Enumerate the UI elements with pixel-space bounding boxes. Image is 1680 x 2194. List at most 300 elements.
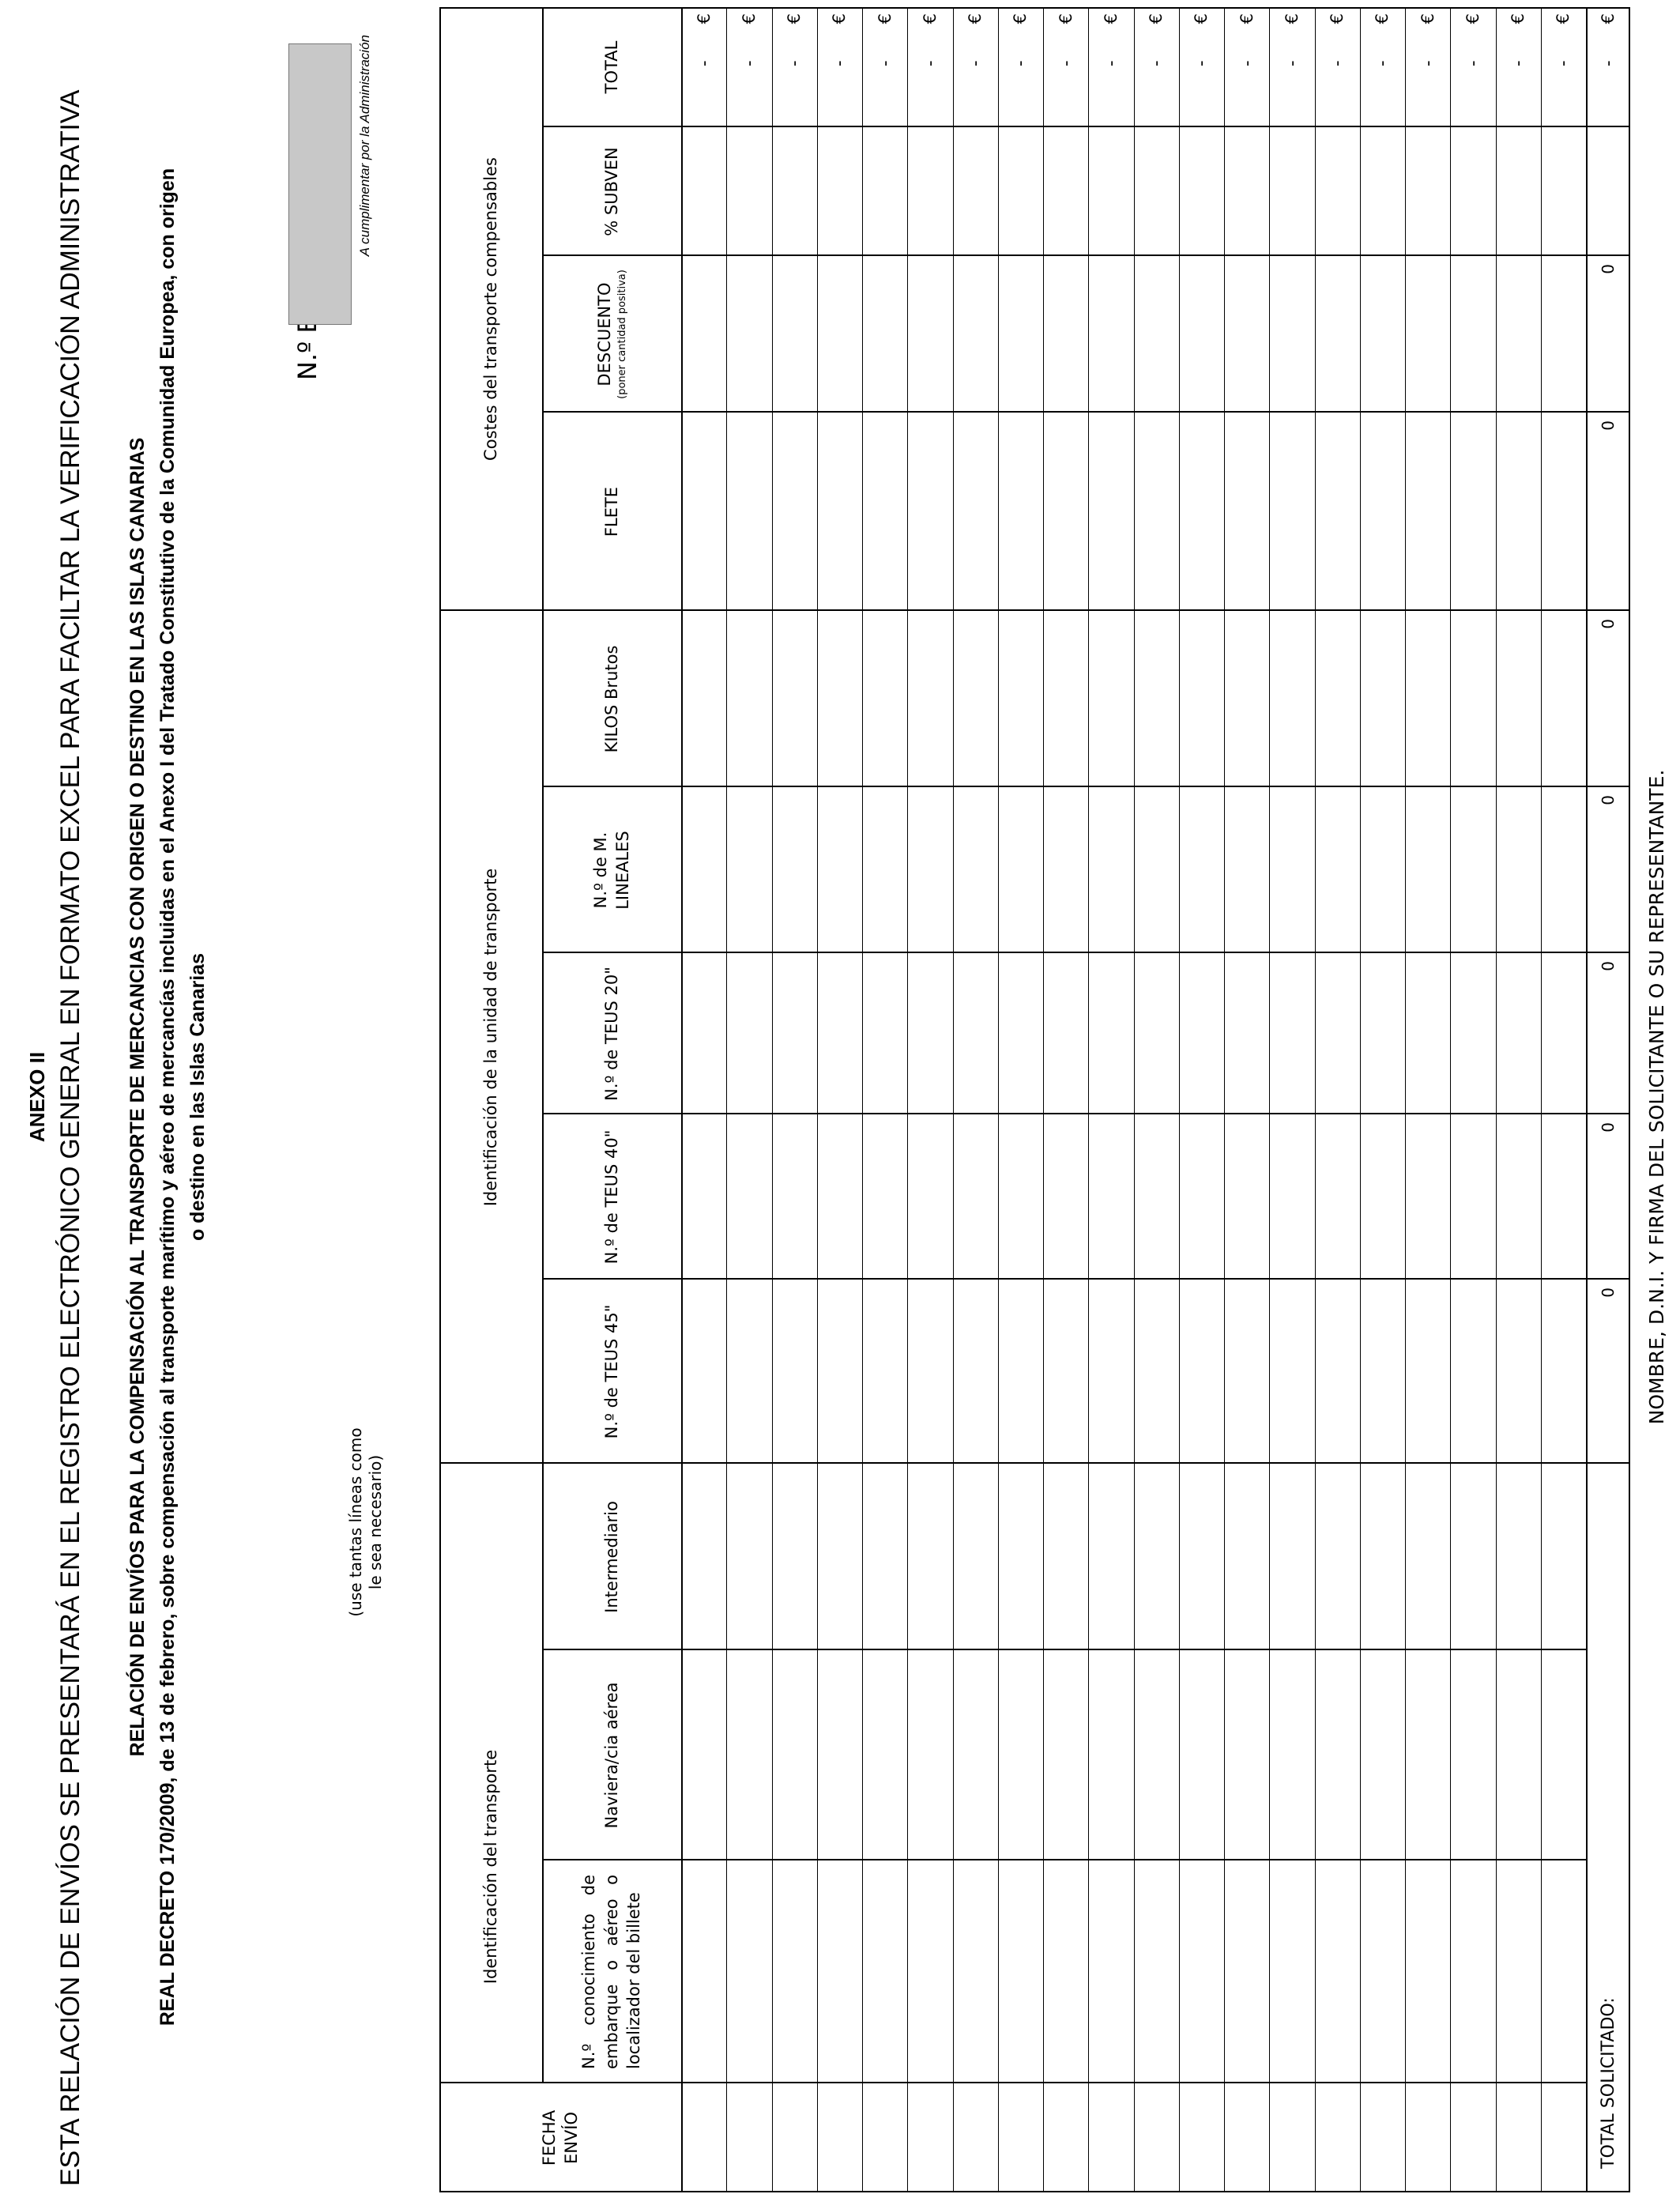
cell-naviera[interactable] — [1134, 1650, 1179, 1860]
cell-teus20[interactable] — [726, 953, 771, 1114]
cell-teus40[interactable] — [681, 1114, 726, 1280]
cell-lineales[interactable] — [1179, 787, 1224, 953]
cell-teus45[interactable] — [1405, 1280, 1450, 1464]
cell-kilos[interactable] — [1450, 611, 1495, 787]
cell-lineales[interactable] — [1134, 787, 1179, 953]
cell-conocimiento[interactable] — [1405, 1860, 1450, 2083]
cell-teus20[interactable] — [1269, 953, 1314, 1114]
cell-flete[interactable] — [1043, 413, 1088, 611]
cell-conocimiento[interactable] — [1315, 1860, 1360, 2083]
cell-teus45[interactable] — [726, 1280, 771, 1464]
cell-teus40[interactable] — [1315, 1114, 1360, 1280]
euro-icon: € — [1554, 13, 1573, 25]
cell-intermediario[interactable] — [1315, 1464, 1360, 1650]
cell-subven[interactable] — [817, 127, 862, 256]
cell-teus45[interactable] — [862, 1280, 907, 1464]
cell-teus40[interactable] — [1496, 1114, 1541, 1280]
cell-lineales[interactable] — [1496, 787, 1541, 953]
cell-teus40[interactable] — [726, 1114, 771, 1280]
cell-intermediario[interactable] — [772, 1464, 817, 1650]
cell-lineales[interactable] — [817, 787, 862, 953]
cell-subven[interactable] — [1088, 127, 1133, 256]
cell-intermediario[interactable] — [1224, 1464, 1269, 1650]
table-row — [907, 7, 952, 2192]
table-row — [1179, 7, 1224, 2192]
cell-naviera[interactable] — [681, 1650, 726, 1860]
table-row — [681, 7, 726, 2192]
total-lineales: 0 — [1599, 795, 1618, 805]
cell-total — [1088, 13, 1133, 66]
total-amount-dash: - — [1599, 60, 1618, 66]
cell-descuento[interactable] — [862, 256, 907, 413]
cell-subven[interactable] — [1269, 127, 1314, 256]
cell-teus40[interactable] — [1450, 1114, 1495, 1280]
cell-conocimiento[interactable] — [1224, 1860, 1269, 2083]
cell-teus20[interactable] — [772, 953, 817, 1114]
cell-total — [1496, 13, 1541, 66]
cell-intermediario[interactable] — [1269, 1464, 1314, 1650]
cell-conocimiento[interactable] — [907, 1860, 952, 2083]
cell-teus45[interactable] — [1134, 1280, 1179, 1464]
cell-teus45[interactable] — [998, 1280, 1043, 1464]
cell-fecha[interactable] — [772, 2083, 817, 2192]
cell-intermediario[interactable] — [1496, 1464, 1541, 1650]
euro-icon: € — [1328, 13, 1347, 25]
cell-total — [1179, 13, 1224, 66]
cell-teus40[interactable] — [907, 1114, 952, 1280]
cell-descuento[interactable] — [1134, 256, 1179, 413]
cell-total — [1360, 13, 1405, 66]
cell-teus20[interactable] — [817, 953, 862, 1114]
cell-fecha[interactable] — [1541, 2083, 1586, 2192]
cell-descuento[interactable] — [1179, 256, 1224, 413]
euro-icon: € — [1509, 13, 1528, 25]
cell-teus45[interactable] — [1450, 1280, 1495, 1464]
cell-teus45[interactable] — [1179, 1280, 1224, 1464]
cell-teus40[interactable] — [1405, 1114, 1450, 1280]
cell-intermediario[interactable] — [681, 1464, 726, 1650]
cell-descuento[interactable] — [1269, 256, 1314, 413]
cell-teus45[interactable] — [1496, 1280, 1541, 1464]
cell-kilos[interactable] — [1134, 611, 1179, 787]
cell-conocimiento[interactable] — [1043, 1860, 1088, 2083]
cell-intermediario[interactable] — [862, 1464, 907, 1650]
cell-teus20[interactable] — [1088, 953, 1133, 1114]
cell-naviera[interactable] — [862, 1650, 907, 1860]
expediente-input[interactable] — [288, 43, 352, 325]
cell-subven[interactable] — [1224, 127, 1269, 256]
cell-descuento[interactable] — [681, 256, 726, 413]
cell-teus40[interactable] — [1043, 1114, 1088, 1280]
row-total-dash: - — [1554, 60, 1573, 66]
cell-total — [1315, 13, 1360, 66]
cell-descuento[interactable] — [817, 256, 862, 413]
cell-teus40[interactable] — [772, 1114, 817, 1280]
total-teus45: 0 — [1599, 1287, 1618, 1298]
cell-fecha[interactable] — [1224, 2083, 1269, 2192]
cell-intermediario[interactable] — [953, 1464, 998, 1650]
cell-fecha[interactable] — [1269, 2083, 1314, 2192]
cell-fecha[interactable] — [953, 2083, 998, 2192]
cell-descuento[interactable] — [998, 256, 1043, 413]
cell-intermediario[interactable] — [1134, 1464, 1179, 1650]
col-header-flete: FLETE — [601, 486, 621, 537]
cell-descuento[interactable] — [1450, 256, 1495, 413]
cell-naviera[interactable] — [953, 1650, 998, 1860]
cell-naviera[interactable] — [1405, 1650, 1450, 1860]
cell-subven[interactable] — [681, 127, 726, 256]
cell-lineales[interactable] — [862, 787, 907, 953]
cell-intermediario[interactable] — [1450, 1464, 1495, 1650]
cell-teus40[interactable] — [1088, 1114, 1133, 1280]
cell-descuento[interactable] — [1541, 256, 1586, 413]
col-header-total: TOTAL — [601, 40, 621, 94]
row-total-dash: - — [1509, 60, 1528, 66]
cell-teus20[interactable] — [681, 953, 726, 1114]
cell-descuento[interactable] — [1088, 256, 1133, 413]
cell-naviera[interactable] — [726, 1650, 771, 1860]
cell-lineales[interactable] — [1360, 787, 1405, 953]
cell-lineales[interactable] — [1405, 787, 1450, 953]
cell-conocimiento[interactable] — [1496, 1860, 1541, 2083]
cell-fecha[interactable] — [1134, 2083, 1179, 2192]
cell-teus40[interactable] — [817, 1114, 862, 1280]
anexo-title: ANEXO II — [25, 1051, 49, 1143]
cell-teus20[interactable] — [1541, 953, 1586, 1114]
cell-naviera[interactable] — [1541, 1650, 1586, 1860]
cell-teus45[interactable] — [772, 1280, 817, 1464]
cell-kilos[interactable] — [1088, 611, 1133, 787]
cell-intermediario[interactable] — [726, 1464, 771, 1650]
cell-conocimiento[interactable] — [1134, 1860, 1179, 2083]
cell-subven[interactable] — [862, 127, 907, 256]
cell-naviera[interactable] — [1088, 1650, 1133, 1860]
cell-teus40[interactable] — [1224, 1114, 1269, 1280]
table-row — [953, 7, 998, 2192]
cell-teus40[interactable] — [998, 1114, 1043, 1280]
cell-teus20[interactable] — [1043, 953, 1088, 1114]
cell-flete[interactable] — [1088, 413, 1133, 611]
cell-teus20[interactable] — [907, 953, 952, 1114]
cell-lineales[interactable] — [1541, 787, 1586, 953]
total-teus20: 0 — [1599, 961, 1618, 971]
cell-subven[interactable] — [1043, 127, 1088, 256]
cell-intermediario[interactable] — [1360, 1464, 1405, 1650]
cell-flete[interactable] — [998, 413, 1043, 611]
cell-naviera[interactable] — [1360, 1650, 1405, 1860]
cell-teus45[interactable] — [817, 1280, 862, 1464]
cell-teus40[interactable] — [1360, 1114, 1405, 1280]
cell-teus45[interactable] — [1269, 1280, 1314, 1464]
cell-conocimiento[interactable] — [772, 1860, 817, 2083]
cell-lineales[interactable] — [772, 787, 817, 953]
cell-intermediario[interactable] — [817, 1464, 862, 1650]
cell-fecha[interactable] — [862, 2083, 907, 2192]
cell-teus20[interactable] — [1450, 953, 1495, 1114]
cell-intermediario[interactable] — [1541, 1464, 1586, 1650]
cell-total — [817, 13, 862, 66]
col-header-lineales: N.º de M. LINEALES — [590, 831, 632, 910]
cell-kilos[interactable] — [1496, 611, 1541, 787]
cell-teus20[interactable] — [998, 953, 1043, 1114]
cell-total — [1134, 13, 1179, 66]
cell-fecha[interactable] — [1043, 2083, 1088, 2192]
cell-intermediario[interactable] — [1088, 1464, 1133, 1650]
cell-naviera[interactable] — [1496, 1650, 1541, 1860]
col-header-conocimiento: N.º conocimiento de embarque o aéreo o localizador del billete — [579, 1875, 644, 2069]
cell-teus45[interactable] — [1224, 1280, 1269, 1464]
cell-subven[interactable] — [1541, 127, 1586, 256]
cell-flete[interactable] — [681, 413, 726, 611]
cell-flete[interactable] — [862, 413, 907, 611]
cell-kilos[interactable] — [1405, 611, 1450, 787]
cell-subven[interactable] — [1450, 127, 1495, 256]
cell-conocimiento[interactable] — [1450, 1860, 1495, 2083]
cell-conocimiento[interactable] — [1541, 1860, 1586, 2083]
euro-icon: € — [1237, 13, 1256, 25]
cell-teus20[interactable] — [1315, 953, 1360, 1114]
cell-intermediario[interactable] — [1405, 1464, 1450, 1650]
cell-teus45[interactable] — [1360, 1280, 1405, 1464]
cell-conocimiento[interactable] — [1088, 1860, 1133, 2083]
cell-kilos[interactable] — [1541, 611, 1586, 787]
cell-fecha[interactable] — [1088, 2083, 1133, 2192]
cell-naviera[interactable] — [817, 1650, 862, 1860]
euro-icon: € — [1192, 13, 1211, 25]
cell-teus20[interactable] — [1496, 953, 1541, 1114]
cell-fecha[interactable] — [907, 2083, 952, 2192]
euro-icon: € — [1599, 13, 1618, 25]
cell-lineales[interactable] — [681, 787, 726, 953]
cell-naviera[interactable] — [1179, 1650, 1224, 1860]
cell-kilos[interactable] — [1360, 611, 1405, 787]
cell-teus20[interactable] — [1405, 953, 1450, 1114]
cell-flete[interactable] — [1360, 413, 1405, 611]
cell-kilos[interactable] — [862, 611, 907, 787]
cell-teus40[interactable] — [1541, 1114, 1586, 1280]
cell-conocimiento[interactable] — [1269, 1860, 1314, 2083]
cell-fecha[interactable] — [1315, 2083, 1360, 2192]
cell-subven[interactable] — [1496, 127, 1541, 256]
cell-teus20[interactable] — [862, 953, 907, 1114]
cell-descuento[interactable] — [1360, 256, 1405, 413]
col-header-subven: % SUBVEN — [601, 147, 621, 236]
cell-lineales[interactable] — [1315, 787, 1360, 953]
cell-flete[interactable] — [817, 413, 862, 611]
total-teus40: 0 — [1599, 1122, 1618, 1133]
row-total-dash: - — [1147, 60, 1166, 66]
cell-teus45[interactable] — [953, 1280, 998, 1464]
cell-teus20[interactable] — [1360, 953, 1405, 1114]
cell-teus40[interactable] — [1134, 1114, 1179, 1280]
cell-lineales[interactable] — [1450, 787, 1495, 953]
cell-flete[interactable] — [1315, 413, 1360, 611]
cell-lineales[interactable] — [726, 787, 771, 953]
cell-naviera[interactable] — [998, 1650, 1043, 1860]
euro-icon: € — [1418, 13, 1437, 25]
cell-kilos[interactable] — [907, 611, 952, 787]
cell-total — [998, 13, 1043, 66]
cell-conocimiento[interactable] — [681, 1860, 726, 2083]
cell-subven[interactable] — [998, 127, 1043, 256]
cell-flete[interactable] — [1450, 413, 1495, 611]
cell-fecha[interactable] — [1450, 2083, 1495, 2192]
cell-subven[interactable] — [907, 127, 952, 256]
cell-teus40[interactable] — [1179, 1114, 1224, 1280]
table-row — [1269, 7, 1314, 2192]
cell-subven[interactable] — [1405, 127, 1450, 256]
total-amount — [1586, 13, 1630, 66]
euro-icon: € — [830, 13, 849, 25]
cell-fecha[interactable] — [1405, 2083, 1450, 2192]
cell-kilos[interactable] — [681, 611, 726, 787]
cell-subven[interactable] — [1179, 127, 1224, 256]
table-row — [1405, 7, 1450, 2192]
cell-fecha[interactable] — [1179, 2083, 1224, 2192]
cell-flete[interactable] — [1179, 413, 1224, 611]
cell-descuento[interactable] — [907, 256, 952, 413]
cell-teus45[interactable] — [1088, 1280, 1133, 1464]
cell-conocimiento[interactable] — [1360, 1860, 1405, 2083]
cell-teus20[interactable] — [953, 953, 998, 1114]
euro-icon: € — [694, 13, 714, 25]
cell-flete[interactable] — [1134, 413, 1179, 611]
cell-fecha[interactable] — [1496, 2083, 1541, 2192]
table-row — [862, 7, 907, 2192]
row-total-dash: - — [966, 60, 985, 66]
cell-teus40[interactable] — [953, 1114, 998, 1280]
cell-kilos[interactable] — [1224, 611, 1269, 787]
cell-subven[interactable] — [1134, 127, 1179, 256]
cell-teus45[interactable] — [681, 1280, 726, 1464]
cell-intermediario[interactable] — [998, 1464, 1043, 1650]
cell-teus20[interactable] — [1134, 953, 1179, 1114]
cell-teus40[interactable] — [1269, 1114, 1314, 1280]
cell-descuento[interactable] — [772, 256, 817, 413]
cell-kilos[interactable] — [1179, 611, 1224, 787]
cell-teus40[interactable] — [862, 1114, 907, 1280]
cell-kilos[interactable] — [998, 611, 1043, 787]
cell-kilos[interactable] — [726, 611, 771, 787]
cell-lineales[interactable] — [1269, 787, 1314, 953]
cell-subven[interactable] — [1315, 127, 1360, 256]
cell-conocimiento[interactable] — [998, 1860, 1043, 2083]
cell-naviera[interactable] — [1269, 1650, 1314, 1860]
cell-flete[interactable] — [1541, 413, 1586, 611]
cell-naviera[interactable] — [1450, 1650, 1495, 1860]
row-total-dash: - — [1463, 60, 1482, 66]
cell-flete[interactable] — [1224, 413, 1269, 611]
cell-conocimiento[interactable] — [1179, 1860, 1224, 2083]
cell-naviera[interactable] — [1224, 1650, 1269, 1860]
cell-naviera[interactable] — [907, 1650, 952, 1860]
cell-naviera[interactable] — [772, 1650, 817, 1860]
cell-conocimiento[interactable] — [817, 1860, 862, 2083]
cell-flete[interactable] — [1496, 413, 1541, 611]
cell-conocimiento[interactable] — [953, 1860, 998, 2083]
col-header-teus20: N.º de TEUS 20" — [601, 967, 621, 1101]
cell-conocimiento[interactable] — [726, 1860, 771, 2083]
cell-subven[interactable] — [953, 127, 998, 256]
descuento-label: DESCUENTO — [595, 282, 615, 386]
cell-intermediario[interactable] — [1179, 1464, 1224, 1650]
cell-lineales[interactable] — [907, 787, 952, 953]
cell-fecha[interactable] — [726, 2083, 771, 2192]
cell-subven[interactable] — [772, 127, 817, 256]
cell-descuento[interactable] — [1043, 256, 1088, 413]
cell-descuento[interactable] — [1315, 256, 1360, 413]
cell-lineales[interactable] — [953, 787, 998, 953]
cell-lineales[interactable] — [998, 787, 1043, 953]
col-header-naviera: Naviera/cia aérea — [601, 1682, 621, 1829]
table-row — [1043, 7, 1088, 2192]
row-total-dash: - — [830, 60, 849, 66]
table-row — [817, 7, 862, 2192]
total-kilos: 0 — [1599, 619, 1618, 629]
cell-descuento[interactable] — [953, 256, 998, 413]
cell-teus45[interactable] — [907, 1280, 952, 1464]
cell-teus45[interactable] — [1043, 1280, 1088, 1464]
cell-lineales[interactable] — [1043, 787, 1088, 953]
cell-intermediario[interactable] — [907, 1464, 952, 1650]
cell-total — [907, 13, 952, 66]
euro-icon: € — [1101, 13, 1121, 25]
cell-descuento[interactable] — [726, 256, 771, 413]
cell-fecha[interactable] — [681, 2083, 726, 2192]
cell-subven[interactable] — [726, 127, 771, 256]
cell-kilos[interactable] — [953, 611, 998, 787]
cell-descuento[interactable] — [1405, 256, 1450, 413]
cell-teus45[interactable] — [1315, 1280, 1360, 1464]
cell-fecha[interactable] — [1360, 2083, 1405, 2192]
cell-subven[interactable] — [1360, 127, 1405, 256]
cell-fecha[interactable] — [817, 2083, 862, 2192]
cell-conocimiento[interactable] — [862, 1860, 907, 2083]
cell-total — [953, 13, 998, 66]
cell-descuento[interactable] — [1224, 256, 1269, 413]
cell-flete[interactable] — [1405, 413, 1450, 611]
row-total-dash: - — [1328, 60, 1347, 66]
cell-flete[interactable] — [772, 413, 817, 611]
row-total-dash: - — [694, 60, 714, 66]
cell-fecha[interactable] — [998, 2083, 1043, 2192]
cell-intermediario[interactable] — [1043, 1464, 1088, 1650]
cell-flete[interactable] — [907, 413, 952, 611]
cell-naviera[interactable] — [1315, 1650, 1360, 1860]
envios-table — [439, 7, 1630, 2192]
cell-teus20[interactable] — [1224, 953, 1269, 1114]
cell-kilos[interactable] — [772, 611, 817, 787]
use-lines-note: (use tantas líneas como le sea necesario) — [346, 1427, 385, 1617]
cell-total — [1541, 13, 1586, 66]
cell-kilos[interactable] — [1269, 611, 1314, 787]
cell-naviera[interactable] — [1043, 1650, 1088, 1860]
table-row — [1450, 7, 1495, 2192]
cell-descuento[interactable] — [1496, 256, 1541, 413]
cell-flete[interactable] — [1269, 413, 1314, 611]
cell-teus20[interactable] — [1179, 953, 1224, 1114]
cell-teus45[interactable] — [1541, 1280, 1586, 1464]
cell-kilos[interactable] — [1043, 611, 1088, 787]
row-total-dash: - — [920, 60, 940, 66]
cell-lineales[interactable] — [1088, 787, 1133, 953]
cell-kilos[interactable] — [817, 611, 862, 787]
cell-kilos[interactable] — [1315, 611, 1360, 787]
euro-icon: € — [920, 13, 940, 25]
cell-flete[interactable] — [726, 413, 771, 611]
cell-lineales[interactable] — [1224, 787, 1269, 953]
cell-flete[interactable] — [953, 413, 998, 611]
